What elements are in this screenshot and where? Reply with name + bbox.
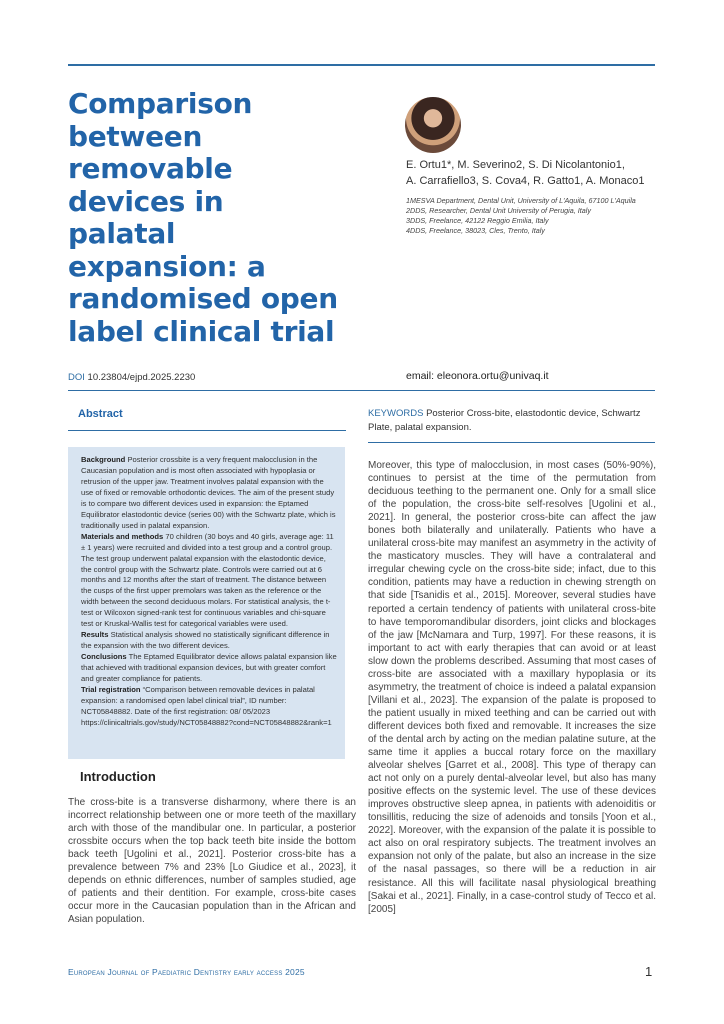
doi-label: DOI <box>68 372 85 383</box>
abstract-text: “Comparison between removable devices in palatal expansion: a randomised open label clinical trial”, ID number: NCT05848882. Date of the first registration: 08/ 05/2023 https://clinicaltrials.gov/study/NCT05848882?cond=NCT05848882&rank=1 <box>81 685 332 727</box>
affiliation: 2DDS, Researcher, Dental Unit University of Perugia, Italy <box>406 206 591 215</box>
affiliation: 4DDS, Freelance, 38023, Cles, Trento, Italy <box>406 226 545 235</box>
abstract-text: Posterior crossbite is a very frequent malocclusion in the Caucasian population and is most often associated with hypoplasia or retrusion of the upper jaw. Treatment involves palatal expansion with the use of fixed or removable orthodontic devices. The aim of the present study is to compare two different devices used in expansion: the Eptamed Equilibrator elastodontic device (series 00) with the Schwartz plate, which is traditionally used in palatal expansion. <box>81 455 336 530</box>
abstract-label: Materials and methods <box>81 531 164 541</box>
abstract-header <box>68 400 346 431</box>
abstract-text: 70 children (30 boys and 40 girls, average age: 11 ± 1 years) were recruited and divided into a test group and a control group. The test group underwent palatal expansion with the elastodontic device, the control group with the Schwartz plate. Controls were carried out at 6 months and 12 months after the start of treatment. The distance between the cusps of the first upper premolars was taken as the reference or the width between the second deciduous molars. For statistical analysis, the t-test or Wilcoxon signed-rank test for continuous variables and chi-square test or Kruskal-Wallis test for categorical variables were used. <box>81 531 334 629</box>
introduction-text: The cross-bite is a transverse disharmony, where there is an incorrect relationship between one or more teeth of the maxillary arch with those of the mandibular one. In particular, a posterior crossbite occurs when the top back teeth bite inside the bottom back teeth [Ugolini et al., 2021]. Posterior cross-bite has a prevalence between 7% and 23% [Lo Giudice et al., 2023], it depends on ethnic differences, number of samples studied, age of patients and their dentition. For example, cross-bite cases occur more in the Caucasian population than in the African and Asian population. <box>68 797 356 926</box>
abstract-heading: Abstract <box>78 408 123 420</box>
author-line-1: E. Ortu1*, M. Severino2, S. Di Nicolantonio1, <box>406 159 625 171</box>
top-rule <box>68 64 655 66</box>
abstract-registration <box>81 685 337 729</box>
abstract-label: Conclusions <box>81 652 127 662</box>
right-column-text: Moreover, this type of malocclusion, in most cases (50%-90%), continues to persist at the time of the permutation from deciduous teething to the permanent one. Only for a small slice of the population, the cross-bite self-resolves [Ugolini et al., 2021]. In general, the posterior cross-bite can affect the jaw bones both bilaterally and unilaterally. Patients who have a unilateral cross-bite may manifest an asymmetry in the activity of the masticatory muscles. They will have a contralateral and irregular chewing cycle on the cross-bite side; infact, due to this condition, patients may have a reduction in chewing strength on that side [Tsanidis et al., 2015]. Moreover, several studies have reported a certain tendency of patients with unilateral cross-bite to have temporomandibular disorders, joint clicks and blockages of the jaw [McNamara and Turp, 1997]. For these reasons, it is important to act with early therapies that can avoid or at least slow down the problems described. Assuming that most cases of cross-bite are associated with a maxillary hypoplasia or its asymmetry, the treatment of choice is indeed a palatal expansion [Villani et al., 2023]. The expansion of the palate is proposed to the patient usually in mixed teething and can be carried out with different devices both fixed and removable. It increases the size of the dental arch by acting on the median palatine suture, at the same time it applies a buccal rotary force on the maxillary alveolar shelves [Garret et al., 2008]. This type of therapy can act not only on a purely dental-alveolar level, but also has many positive effects on the systemic level. The use of these devices improves obstructive sleep apnea, in patients with adenoiditis or tonsillitis, reducing the size of adenoids and tonsils [Yoon et al., 2022]. Moreover, with the expansion of the palate it is possible to act also on oral respiratory subjects. The treatment involves an expansion not only of the palate, but also an increase in the size of the nasal passages, so there will be a reduction in air resistance. All this will facilitate nasal physiological breathing [Sakai et al., 2021]. Finally, in a case-control study of Tecco et al. [2005] <box>368 460 656 915</box>
doi <box>68 372 195 383</box>
header-rule <box>68 390 655 391</box>
author-line-2: A. Carrafiello3, S. Cova4, R. Gatto1, A. Monaco1 <box>406 174 645 187</box>
abstract-label: Results <box>81 630 109 640</box>
keywords-label: KEYWORDS <box>368 408 424 419</box>
page-number: 1 <box>645 964 653 979</box>
keywords-rule <box>368 442 655 443</box>
author-list <box>406 158 666 189</box>
abstract-methods <box>81 532 337 631</box>
introduction-heading: Introduction <box>80 769 156 784</box>
doi-link[interactable]: 10.23804/ejpd.2025.2230 <box>87 372 196 383</box>
abstract-results <box>81 630 337 652</box>
abstract-conclusions <box>81 652 337 685</box>
keywords-text: Posterior Cross-bite, elastodontic device, Schwartz Plate, palatal expansion. <box>368 408 641 433</box>
affiliation: 1MESVA Department, Dental Unit, University of L'Aquila, 67100 L'Aquila <box>406 196 636 205</box>
abstract-body <box>81 455 337 729</box>
author-photo <box>405 97 461 153</box>
affiliation: 3DDS, Freelance, 42122 Reggio Emilia, Italy <box>406 216 549 225</box>
keywords <box>368 407 655 434</box>
journal-name: European Journal of Paediatric Dentistry early access 2025 <box>68 967 305 977</box>
abstract-label: Background <box>81 455 126 464</box>
paper-title: Comparison between removable devices in palatal expansion: a randomised open label clinical trial <box>68 87 338 348</box>
journal-footer <box>68 967 305 977</box>
abstract-text: The Eptamed Equilibrator device allows palatal expansion like that achieved with traditional expansion devices, but with greater comfort and greater compliance for patients. <box>81 652 337 684</box>
abstract-background <box>81 455 337 532</box>
affiliations <box>406 196 656 236</box>
abstract-text: Statistical analysis showed no statistically significant difference in the expansion with the two different devices. <box>81 630 330 651</box>
abstract-label: Trial registration <box>81 685 141 695</box>
abstract-box <box>68 447 345 759</box>
corresponding-email[interactable]: email: eleonora.ortu@univaq.it <box>406 370 549 382</box>
